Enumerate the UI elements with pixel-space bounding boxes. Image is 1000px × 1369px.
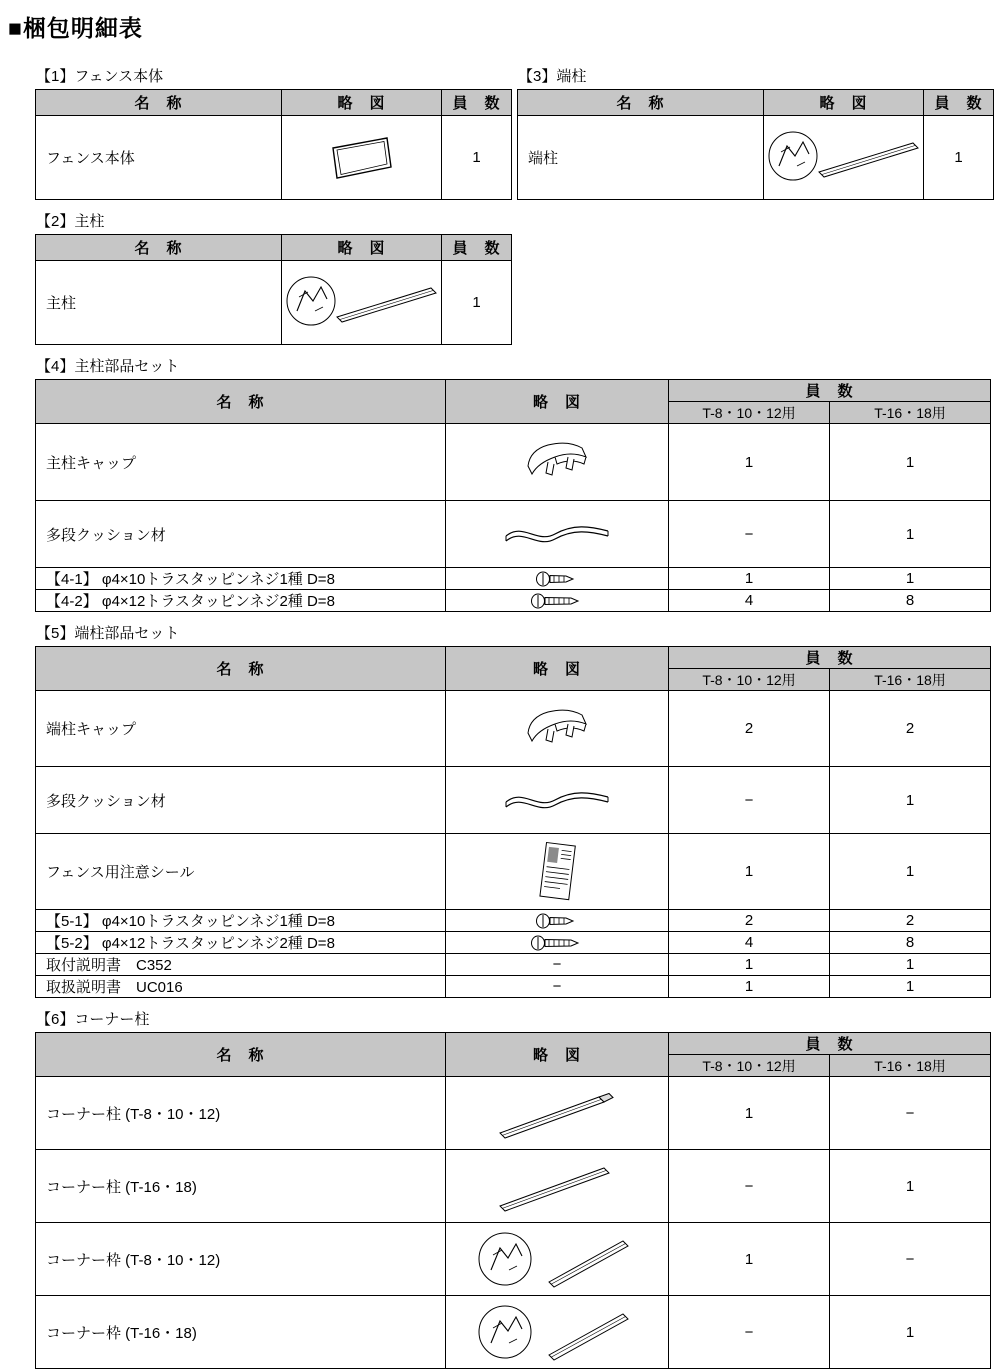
part-name: コーナー枠 (T-8・10・12): [36, 1223, 446, 1296]
col-header-sketch: 略 図: [446, 647, 669, 691]
table-row: [36, 691, 991, 767]
qty-t8: 4: [669, 932, 830, 954]
part-name: 主柱キャップ: [36, 424, 446, 501]
col-header-name: 名 称: [36, 235, 282, 261]
post-detail-sketch: [283, 271, 441, 335]
screw-type1-sketch: [535, 913, 579, 929]
table-row: [36, 424, 991, 501]
sketch-cell: [446, 1296, 669, 1369]
qty-t8: 2: [669, 691, 830, 767]
qty-t16: 1: [830, 976, 991, 998]
qty-t16: −: [830, 1077, 991, 1150]
qty-t16: −: [830, 1223, 991, 1296]
part-name: 【5-1】 φ4×10トラスタッピンネジ1種 D=8: [36, 910, 446, 932]
section-label: 【4】主柱部品セット: [36, 358, 180, 375]
qty-t8: 1: [669, 834, 830, 910]
col-header-qty: 員 数: [669, 647, 991, 669]
screw-type1-sketch: [535, 571, 579, 587]
end-post-table: [517, 89, 994, 200]
fence-panel-sketch: [326, 134, 398, 182]
col-header-sketch: 略 図: [446, 380, 669, 424]
section-label: 【6】コーナー柱: [36, 1011, 150, 1028]
qty-t16: 8: [830, 590, 991, 612]
sketch-cell: [446, 1150, 669, 1223]
sketch-cell: [446, 568, 669, 590]
table-row: [36, 976, 991, 998]
part-name: 端柱: [518, 116, 764, 200]
col-header-name: 名 称: [36, 647, 446, 691]
qty-t16: 1: [830, 501, 991, 568]
table-row: [36, 590, 991, 612]
qty-t16: 1: [830, 1296, 991, 1369]
part-name: 主柱: [36, 261, 282, 345]
part-name: 【4-1】 φ4×10トラスタッピンネジ1種 D=8: [36, 568, 446, 590]
sketch-cell: [446, 910, 669, 932]
end-post-parts-table: [35, 646, 991, 998]
qty-t8: 1: [669, 976, 830, 998]
table-row: [36, 954, 991, 976]
sketch-cell: [446, 834, 669, 910]
col-header-qty: 員 数: [442, 235, 512, 261]
col-header-qty-t8: T-8・10・12用: [669, 1055, 830, 1077]
cap-sketch: [518, 436, 596, 488]
col-header-sketch: 略 図: [446, 1033, 669, 1077]
part-name: フェンス本体: [36, 116, 282, 200]
qty-value: 1: [442, 116, 512, 200]
section-fence-body: [35, 55, 512, 200]
section-end-post: [517, 55, 994, 200]
qty-t16: 8: [830, 932, 991, 954]
col-header-qty-t8: T-8・10・12用: [669, 402, 830, 424]
main-post-table: [35, 234, 512, 345]
table-row: [36, 1296, 991, 1369]
sketch-cell: [446, 501, 669, 568]
table-row: [36, 834, 991, 910]
qty-t16: 1: [830, 767, 991, 834]
qty-t8: 4: [669, 590, 830, 612]
part-name: コーナー柱 (T-8・10・12): [36, 1077, 446, 1150]
col-header-qty-t16: T-16・18用: [830, 669, 991, 691]
col-header-qty: 員 数: [669, 380, 991, 402]
qty-t8: 1: [669, 568, 830, 590]
col-header-qty: 員 数: [442, 90, 512, 116]
table-row: [36, 1077, 991, 1150]
part-name: フェンス用注意シール: [36, 834, 446, 910]
sketch-cell: −: [446, 976, 669, 998]
sketch-cell: [446, 1077, 669, 1150]
table-row: [36, 1150, 991, 1223]
section-label: 【5】端柱部品セット: [36, 625, 180, 642]
part-name: 取扱説明書 UC016: [36, 976, 446, 998]
sketch-cell: [446, 590, 669, 612]
section-label: 【1】フェンス本体: [36, 68, 164, 85]
cushion-sketch: [501, 786, 613, 814]
sketch-cell: [446, 767, 669, 834]
cushion-sketch: [501, 520, 613, 548]
part-name: 【5-2】 φ4×12トラスタッピンネジ2種 D=8: [36, 932, 446, 954]
col-header-name: 名 称: [518, 90, 764, 116]
table-row: [36, 767, 991, 834]
section-end-post-parts: [35, 622, 990, 998]
part-name: 端柱キャップ: [36, 691, 446, 767]
main-post-parts-table: [35, 379, 991, 612]
qty-t8: 1: [669, 954, 830, 976]
qty-value: 1: [442, 261, 512, 345]
table-row: [36, 501, 991, 568]
qty-t16: 1: [830, 834, 991, 910]
col-header-sketch: 略 図: [282, 90, 442, 116]
corner-post-sketch: [491, 1084, 623, 1142]
corner-frame-sketch: [473, 1301, 641, 1363]
screw-type2-sketch: [530, 935, 584, 951]
section-main-post-parts: [35, 355, 990, 612]
section-label: 【3】端柱: [518, 68, 587, 85]
screw-type2-sketch: [530, 593, 584, 609]
qty-t8: 1: [669, 1223, 830, 1296]
qty-t16: 2: [830, 691, 991, 767]
fence-body-table: [35, 89, 512, 200]
sketch-cell: [446, 1223, 669, 1296]
part-name: 多段クッション材: [36, 767, 446, 834]
qty-t16: 1: [830, 424, 991, 501]
post-detail-sketch: [765, 126, 923, 190]
qty-t8: 1: [669, 424, 830, 501]
sketch-cell: [446, 691, 669, 767]
qty-t16: 2: [830, 910, 991, 932]
sketch-cell: [446, 932, 669, 954]
qty-t8: 2: [669, 910, 830, 932]
part-name: 取付説明書 C352: [36, 954, 446, 976]
qty-t8: −: [669, 1296, 830, 1369]
qty-t8: −: [669, 1150, 830, 1223]
part-name: 多段クッション材: [36, 501, 446, 568]
sketch-cell: −: [446, 954, 669, 976]
sketch-cell: [446, 424, 669, 501]
sketch-cell: [282, 116, 442, 200]
table-row: [36, 116, 512, 200]
page-title: ■梱包明細表: [8, 15, 143, 41]
qty-t16: 1: [830, 568, 991, 590]
col-header-qty: 員 数: [669, 1033, 991, 1055]
col-header-qty-t8: T-8・10・12用: [669, 669, 830, 691]
sketch-cell: [764, 116, 924, 200]
col-header-qty: 員 数: [924, 90, 994, 116]
qty-t16: 1: [830, 1150, 991, 1223]
corner-post-sketch: [491, 1157, 623, 1215]
col-header-name: 名 称: [36, 380, 446, 424]
section-label: 【2】主柱: [36, 213, 105, 230]
table-row: [36, 910, 991, 932]
part-name: コーナー柱 (T-16・18): [36, 1150, 446, 1223]
sketch-cell: [282, 261, 442, 345]
qty-t16: 1: [830, 954, 991, 976]
col-header-qty-t16: T-16・18用: [830, 402, 991, 424]
col-header-sketch: 略 図: [764, 90, 924, 116]
table-row: [36, 568, 991, 590]
corner-post-table: [35, 1032, 991, 1369]
cap-sketch: [518, 703, 596, 755]
part-name: 【4-2】 φ4×12トラスタッピンネジ2種 D=8: [36, 590, 446, 612]
table-row: [518, 116, 994, 200]
section-main-post: [35, 210, 990, 345]
qty-value: 1: [924, 116, 994, 200]
qty-t8: −: [669, 767, 830, 834]
col-header-qty-t16: T-16・18用: [830, 1055, 991, 1077]
section-corner-post: [35, 1008, 990, 1369]
col-header-sketch: 略 図: [282, 235, 442, 261]
table-row: [36, 261, 512, 345]
caution-seal-sketch: [526, 840, 588, 904]
table-row: [36, 932, 991, 954]
part-name: コーナー枠 (T-16・18): [36, 1296, 446, 1369]
col-header-name: 名 称: [36, 90, 282, 116]
col-header-name: 名 称: [36, 1033, 446, 1077]
qty-t8: 1: [669, 1077, 830, 1150]
qty-t8: −: [669, 501, 830, 568]
corner-frame-sketch: [473, 1228, 641, 1290]
table-row: [36, 1223, 991, 1296]
